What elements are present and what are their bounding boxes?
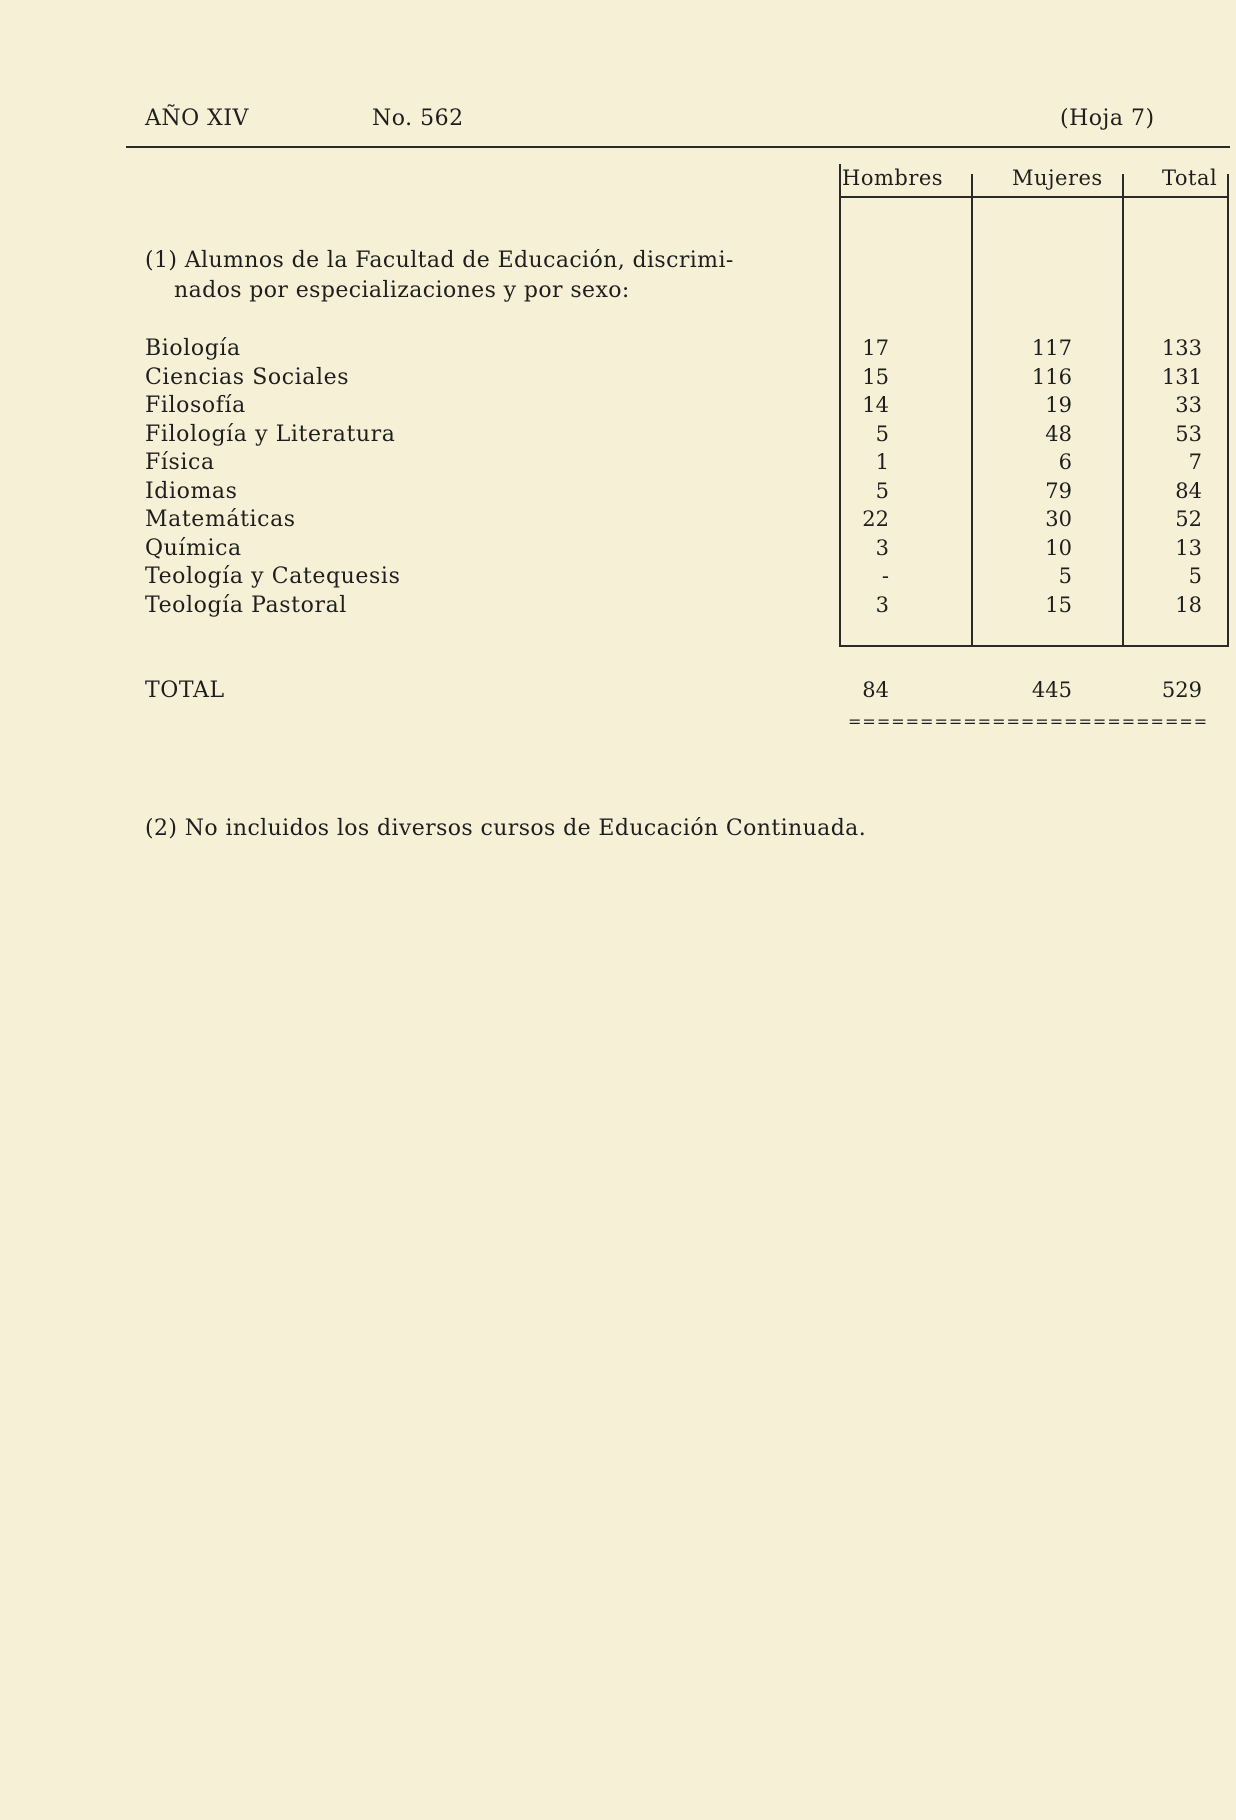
cell-mujeres: 30 [1045,507,1072,531]
note-2: (2) No incluidos los diversos cursos de Educación Continuada. [145,816,867,841]
cell-total: 131 [1161,365,1202,389]
header-year: AÑO XIV [145,106,249,131]
table-divider-1 [971,174,973,646]
cell-hombres: 15 [862,365,889,389]
cell-hombres: 1 [875,450,889,474]
total-double-underline: ========================= [848,712,1209,731]
cell-mujeres: 116 [1031,365,1072,389]
row-label: Física [145,450,215,475]
cell-total: 84 [1175,479,1202,503]
row-label: Biología [145,336,241,361]
cell-mujeres: 19 [1045,393,1072,417]
table-right-border [1227,174,1229,646]
row-label: Química [145,536,242,561]
cell-total: 52 [1175,507,1202,531]
col-mujeres: Mujeres [1012,166,1103,190]
cell-total: 18 [1175,593,1202,617]
row-label: Teología Pastoral [145,593,347,618]
cell-hombres: 22 [862,507,889,531]
header-number: No. 562 [372,106,464,131]
cell-hombres: 17 [862,336,889,360]
cell-hombres: 14 [862,393,889,417]
cell-mujeres: 15 [1045,593,1072,617]
table-head-rule [839,196,1229,198]
total-total: 529 [1161,678,1202,702]
cell-mujeres: 6 [1058,450,1072,474]
header-sheet: (Hoja 7) [1060,106,1155,131]
cell-hombres: 5 [875,479,889,503]
table-divider-2 [1122,174,1124,646]
total-label: TOTAL [145,678,225,703]
total-hombres: 84 [862,678,889,702]
cell-total: 53 [1175,422,1202,446]
row-label: Ciencias Sociales [145,365,350,390]
cell-mujeres: 79 [1045,479,1072,503]
note-1-line-2: nados por especializaciones y por sexo: [174,278,630,303]
cell-hombres: 3 [875,536,889,560]
cell-mujeres: 48 [1045,422,1072,446]
note-1-line-1: (1) Alumnos de la Facultad de Educación, discrimi- [145,248,734,273]
row-label: Teología y Catequesis [145,564,401,589]
cell-hombres: 3 [875,593,889,617]
cell-total: 5 [1188,564,1202,588]
row-label: Matemáticas [145,507,296,532]
total-mujeres: 445 [1031,678,1072,702]
header-rule [126,146,1230,148]
cell-total: 33 [1175,393,1202,417]
col-hombres: Hombres [842,166,944,190]
cell-hombres: - [881,564,889,588]
row-label: Idiomas [145,479,238,504]
row-label: Filología y Literatura [145,422,396,447]
row-label: Filosofía [145,393,246,418]
table-bottom-rule [839,645,1229,647]
cell-total: 13 [1175,536,1202,560]
cell-mujeres: 10 [1045,536,1072,560]
cell-mujeres: 117 [1031,336,1072,360]
cell-total: 7 [1188,450,1202,474]
cell-hombres: 5 [875,422,889,446]
cell-total: 133 [1161,336,1202,360]
cell-mujeres: 5 [1058,564,1072,588]
col-total: Total [1162,166,1218,190]
